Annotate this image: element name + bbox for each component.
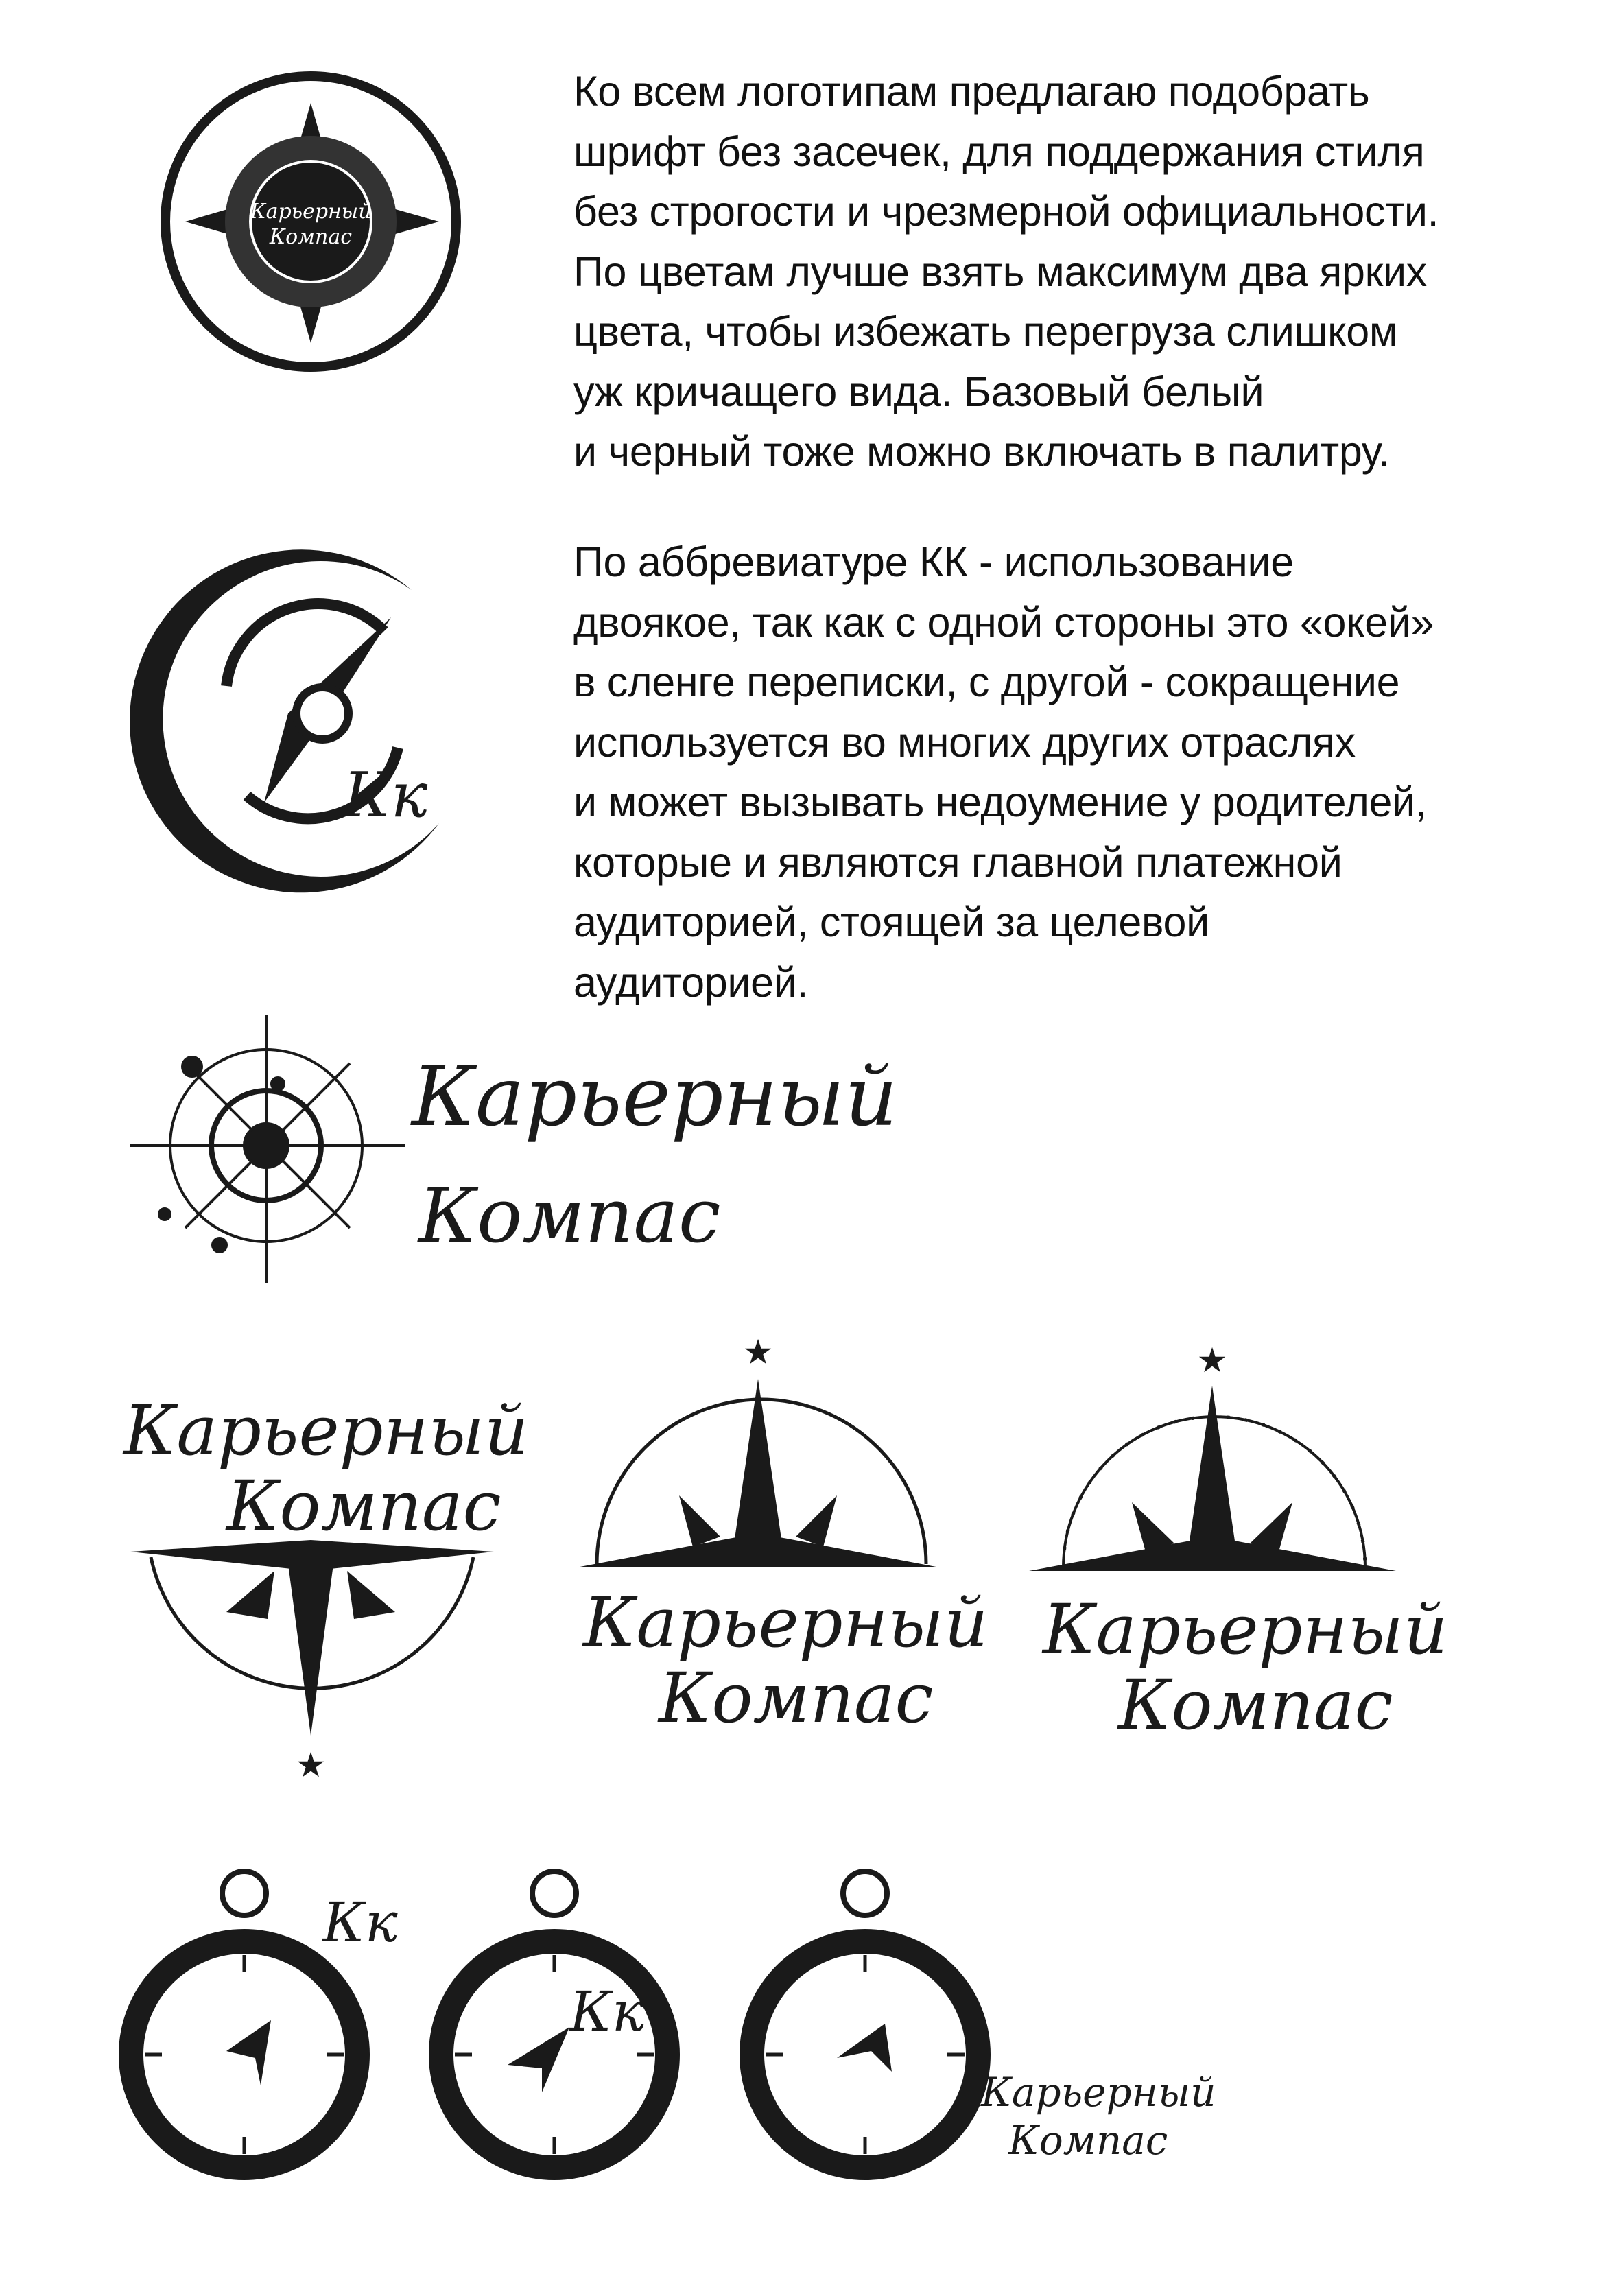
logo-abbr: Кк bbox=[322, 1891, 398, 1954]
logo-abbr: Кк bbox=[569, 1980, 645, 2044]
logo-pocket-compass-2 bbox=[441, 1871, 667, 2168]
text-line: По цветам лучше взять максимум два ярких bbox=[573, 248, 1427, 295]
logo-crosshair-wordmark bbox=[130, 1015, 897, 1283]
logo-compass-half-circle bbox=[576, 1333, 988, 1738]
text-line: аудиторией, стоящей за целевой bbox=[573, 899, 1209, 945]
text-line: и черный тоже можно включать в палитру. bbox=[573, 428, 1390, 475]
text-line: уж кричащего вида. Базовый белый bbox=[573, 368, 1264, 415]
logo-pocket-compass-1 bbox=[131, 1871, 398, 2168]
logo-name-line2: Компас bbox=[269, 225, 353, 249]
logo-name-line1: Карьерный bbox=[981, 2069, 1216, 2116]
logo-name-line1: Карьерный bbox=[583, 1583, 989, 1663]
logo-name-line2: Компас bbox=[418, 1172, 721, 1259]
star-icon: ★ bbox=[1196, 1341, 1228, 1380]
logo-name-line1: Карьерный bbox=[1043, 1589, 1448, 1670]
logo-name-line1: Карьерный bbox=[412, 1050, 898, 1145]
logo-name-line2: Компас bbox=[226, 1466, 501, 1546]
text-line: По аббревиатуре КК - использование bbox=[573, 539, 1294, 585]
logo-name-line2: Компас bbox=[1118, 1665, 1393, 1745]
logo-name-line1: Карьерный bbox=[123, 1390, 529, 1471]
logo-compass-scale bbox=[1029, 1341, 1447, 1745]
logo-compass-rose-ring bbox=[165, 76, 456, 367]
logo-compass-star-bottom bbox=[122, 1390, 528, 1784]
logo-name-line2: Компас bbox=[659, 1658, 934, 1738]
text-line: и может вызывать недоумение у родителей, bbox=[573, 779, 1427, 825]
text-line: двоякое, так как с одной стороны это «окей» bbox=[573, 598, 1434, 646]
logo-name-line1: Карьерный bbox=[250, 200, 372, 224]
text-line: аудиторией. bbox=[573, 958, 809, 1006]
text-line: Ко всем логотипам предлагаю подобрать bbox=[573, 68, 1370, 115]
text-line: цвета, чтобы избежать перегруза слишком bbox=[573, 308, 1398, 355]
logo-abbr: Кк bbox=[343, 759, 428, 831]
logo-name-line2: Компас bbox=[1008, 2117, 1168, 2164]
text-line: которые и являются главной платежной bbox=[573, 838, 1342, 886]
star-icon: ★ bbox=[742, 1333, 774, 1371]
star-icon: ★ bbox=[295, 1746, 327, 1784]
text-line: используется во многих других отраслях bbox=[573, 718, 1356, 766]
logo-crescent-kk bbox=[130, 549, 439, 892]
text-line: без строгости и чрезмерной официальности. bbox=[573, 188, 1439, 235]
text-line: в сленге переписки, с другой - сокращение bbox=[573, 659, 1400, 705]
logo-pocket-compass-3 bbox=[752, 1871, 1216, 2168]
text-line: шрифт без засечек, для поддержания стиля bbox=[573, 128, 1425, 175]
